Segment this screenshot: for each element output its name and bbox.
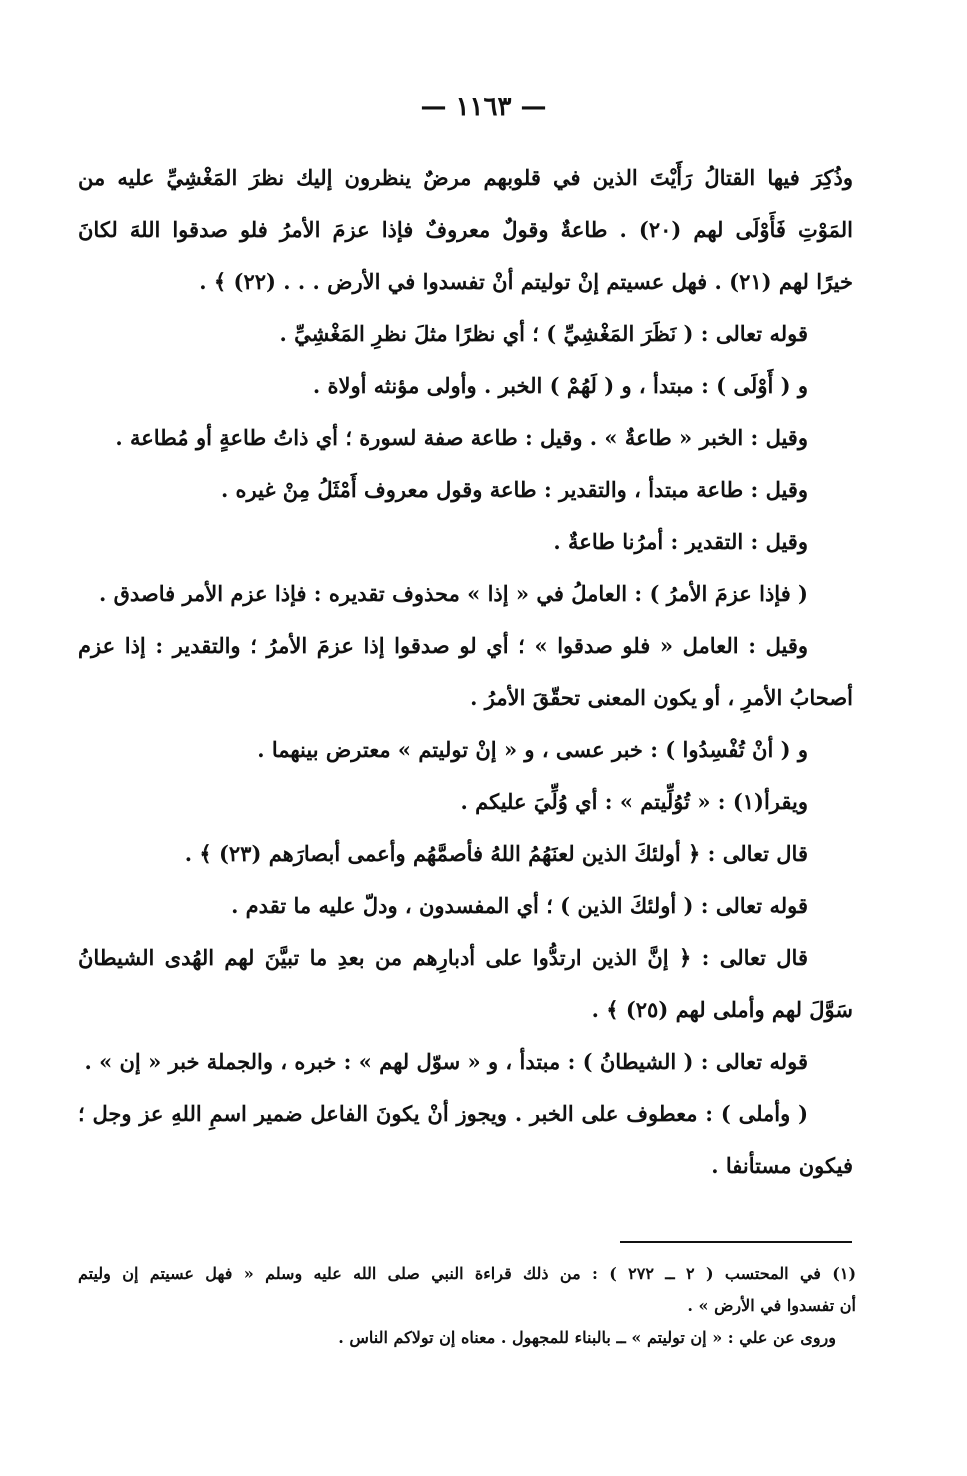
text-line: قال تعالى : ﴿ أولئكَ الذين لعنَهُمُ اللهُ فأصمَّهُم وأعمى أبصارَهم (٢٣) ﴾ . [184, 841, 808, 866]
footnote-divider [620, 1241, 852, 1243]
text-line: وقيل : طاعة مبتدأ ، والتقدير : طاعة وقول معروف أَمْثَلُ مِنْ غيره . [220, 477, 808, 502]
text-line: خيرًا لهم (٢١) . فهل عسيتم إنْ توليتم أنْ تفسدوا في الأرض . . . (٢٢) ﴾ . [199, 269, 853, 294]
footnote-line: وروى عن علي : « إن توليتم » ــ بالبناء للمجهول . معناه إن تولاكم الناس . [338, 1328, 836, 1347]
text-line: و ( أَوْلَى ) : مبتدأ ، و ( لَهُمْ ) الخبر . وأولى مؤنثه أولاة . [312, 373, 808, 398]
text-line: ( فإذا عزمَ الأمرُ ) : العاملُ في « إذا » محذوف تقديره : فإذا عزم الأمر فاصدق . [98, 581, 808, 606]
text-line: قوله تعالى : ( نَظَرَ المَغْشِيِّ ) ؛ أي نظرًا مثلَ نظرِ المَغْشِيِّ . [279, 321, 808, 346]
text-line: وقيل : التقدير : أمرُنا طاعةٌ . [553, 529, 808, 554]
text-line: ويقرأ(١) : « تُوُلِّيتم » : أي وُلِّيَ عليكم . [460, 789, 808, 814]
text-line: وذُكِرَ فيها القتالُ رَأَيْتَ الذين في قلوبهم مرضٌ ينظرون إليك نظرَ المَغْشِيِّ عليه من [78, 165, 853, 190]
main-text [78, 152, 853, 1192]
footnote-line: (١) في المحتسب ( ٢ ــ ٢٧٢ ) : من ذلك قراءة النبي صلى الله عليه وسلم « فهل عسيتم إن وليتم [78, 1264, 856, 1283]
text-line: سَوَّلَ لهم وأملى لهم (٢٥) ﴾ . [591, 997, 853, 1022]
text-line: قال تعالى : ﴿ إنَّ الذين ارتدُّوا على أدبارِهم من بعدِ ما تبيَّنَ لهم الهُدى الشيطانُ [78, 945, 808, 970]
text-line: وقيل : الخبر « طاعةٌ » . وقيل : طاعة صفة لسورة ؛ أي ذاتُ طاعةٍ أو مُطاعة . [115, 425, 808, 450]
page-number: — ١١٦٣ — [420, 92, 547, 122]
text-line: وقيل : العامل « فلو صدقوا » ؛ أي لو صدقوا إذا عزمَ الأمرُ ؛ والتقدير : إذا عزم [78, 633, 808, 658]
text-line: المَوْتِ فَأَوْلَى لهم (٢٠) . طاعةٌ وقولٌ معروفٌ فإذا عزمَ الأمرُ فلو صدقوا اللهَ لكانَ [78, 217, 853, 242]
text-line: ( وأملى ) : معطوف على الخبر . ويجوز أنْ يكونَ الفاعل ضمير اسمِ اللهِ عز وجل ؛ [78, 1101, 808, 1126]
footnotes [78, 1258, 856, 1354]
text-line: فيكون مستأنفا . [711, 1153, 853, 1178]
text-line: أصحابُ الأمرِ ، أو يكون المعنى تحقّقَ الأمرُ . [470, 685, 853, 710]
text-line: قوله تعالى : ( الشيطانُ ) : مبتدأ ، و « سوّل لهم » : خبره ، والجملة خبر « إن » . [84, 1049, 808, 1074]
text-line: قوله تعالى : ( أولئكَ الذين ) ؛ أي المفسدون ، ودلّ عليه ما تقدم . [231, 893, 808, 918]
text-line: و ( أنْ تُفْسِدُوا ) : خبر عسى ، و « إنْ توليتم » معترض بينهما . [257, 737, 808, 762]
footnote-line: أن تفسدوا في الأرض » . [687, 1296, 856, 1315]
